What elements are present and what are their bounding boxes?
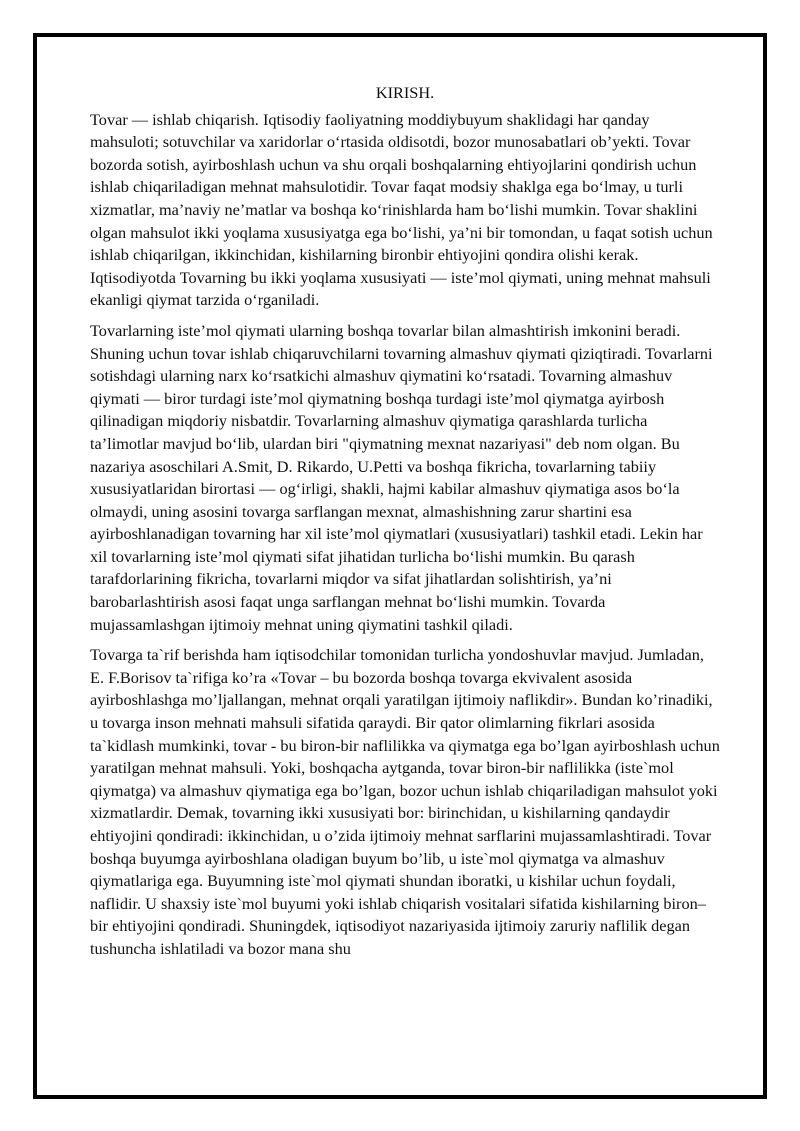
page-border	[33, 33, 767, 1099]
page-title: KIRISH.	[375, 83, 435, 102]
paragraph-2: Tovarlarning iste’mol qiymati ularning boshqa tovarlar bilan almashtirish imkonini beradi. Shuning uchun tovar ishlab chiqaruvchilarni tovarning almashuv qiymati qiziqtiradi. Tovarlarni sotishdagi ularning narx ko‘rsatkichi almashuv qiymatini ko‘rsatadi. Tovarning almashuv qiymati — biror turdagi iste’mol qiymatning boshqa turdagi iste’mol qiymatga ayirbosh qilinadigan miqdoriy nisbatdir. Tovarlarning almashuv qiymatiga qarashlarda turlicha ta’limotlar mavjud bo‘lib, ulardan biri "qiymatning mexnat nazariyasi" deb nom olgan. Bu nazariya asoschilari A.Smit, D. Rikardo, U.Petti va boshqa fikricha, tovarlarning tabiiy xususiyatlaridan birortasi — og‘irligi, shakli, hajmi kabilar almashuv qiymatiga asos bo‘la olmaydi, uning asosini tovarga sarflangan mexnat, almashishning zarur shartini esa ayirboshlanadigan tovarning har xil iste’mol qiymatlari (xususiyatlari) tashkil etadi. Lekin har xil tovarlarning iste’mol qiymati sifat jihatidan turlicha bo‘lishi mumkin. Bu qarash tarafdorlarining fikricha, tovarlarni miqdor va sifat jihatlardan solishtirish, ya’ni barobarlashtirish asosi faqat unga sarflangan mehnat bo‘lishi mumkin. Tovarda mujassamlashgan ijtimoiy mehnat uning qiymatini tashkil qiladi.	[90, 320, 713, 634]
paragraph-3: Tovarga ta`rif berishda ham iqtisodchilar tomonidan turlicha yondoshuvlar mavjud. Jumladan, E. F.Borisov ta`rifiga ko’ra «Tovar – bu bozorda boshqa tovarga ekvivalent asosida ayirboshlashga mo’ljallangan, mehnat orqali yaratilgan ijtimoiy naflikdir». Bundan ko’rinadiki, u tovarga inson mehnati mahsuli sifatida qaraydi. Bir qator olimlarning fikrlari asosida ta`kidlash mumkinki, tovar - bu biron-bir naflilikka va qiymatga ega bo’lgan ayirboshlash uchun yaratilgan mehnat mahsuli. Yoki, boshqacha aytganda, tovar biron-bir naflilikka (iste`mol qiymatga) va almashuv qiymatiga ega bo’lgan, bozor uchun ishlab chiqariladigan mahsulot yoki xizmatlardir. Demak, tovarning ikki xususiyati bor: birinchidan, u kishilarning qandaydir ehtiyojini qondiradi: ikkinchidan, u o’zida ijtimoiy mehnat sarflarini mujassamlashtiradi. Tovar boshqa buyumga ayirboshlana oladigan buyum bo’lib, u iste`mol qiymatga va almashuv qiymatlariga ega. Buyumning iste`mol qiymati shundan iboratki, u kishilar uchun foydali, naflidir. U shaxsiy iste`mol buyumi yoki ishlab chiqarish vositalari sifatida kishilarning biron–bir ehtiyojini qondiradi. Shuningdek, iqtisodiyot nazariyasida ijtimoiy zaruriy naflilik degan tushuncha ishlatiladi va bozor mana shu	[90, 645, 720, 958]
document-body	[90, 82, 720, 969]
paragraph-1: Tovar — ishlab chiqarish. Iqtisodiy faoliyatning moddiybuyum shaklidagi har qanday mahsuloti; sotuvchilar va xaridorlar o‘rtasida oldisotdi, bozor munosabatlari ob’yekti. Tovar bozorda sotish, ayirboshlash uchun va shu orqali boshqalarning ehtiyojlarini qondirish uchun ishlab chiqariladigan mehnat mahsulotidir. Tovar faqat modsiy shaklga ega bo‘lmay, u turli xizmatlar, ma’naviy ne’matlar va boshqa ko‘rinishlarda ham bo‘lishi mumkin. Tovar shaklini olgan mahsulot ikki yoqlama xususiyatga ega bo‘lishi, ya’ni bir tomondan, u faqat sotish uchun ishlab chiqarilgan, ikkinchidan, kishilarning bironbir ehtiyojini qondira olishi kerak. Iqtisodiyotda Tovarning bu ikki yoqlama xususiyati — iste’mol qiymati, uning mehnat mahsuli ekanligi qiymat tarzida o‘rganiladi.	[90, 109, 713, 310]
